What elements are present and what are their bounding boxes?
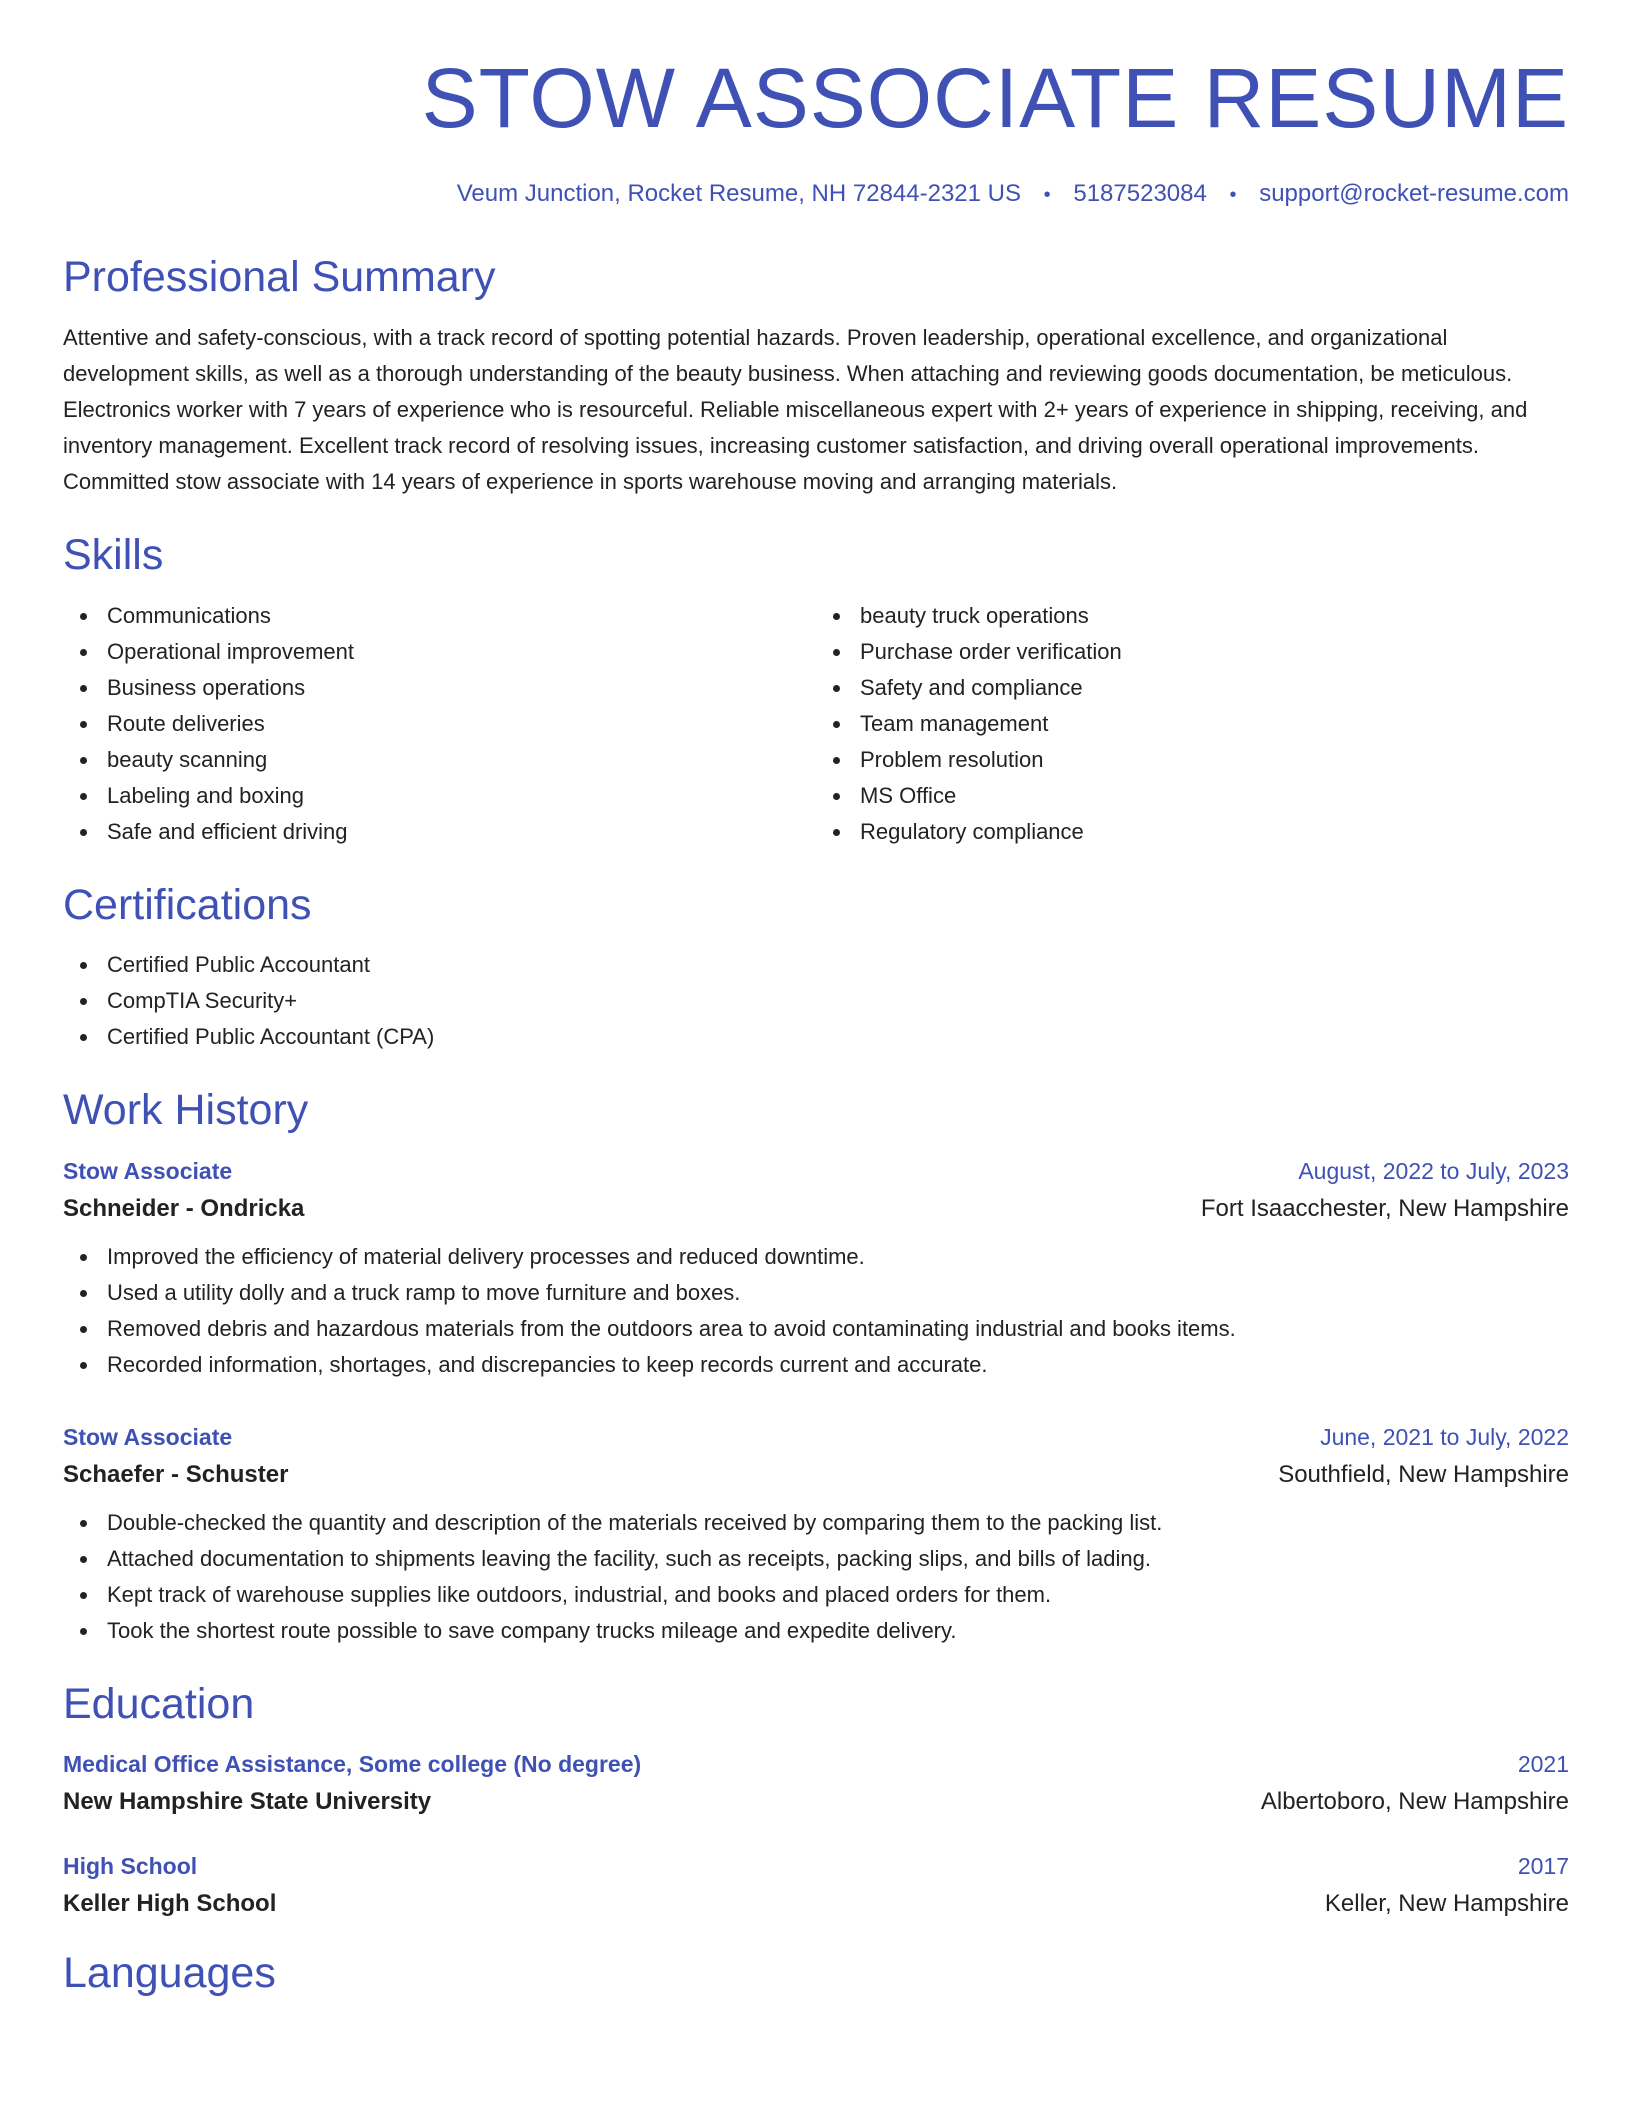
certifications-heading: Certifications xyxy=(63,880,312,929)
job-company: Schaefer - Schuster xyxy=(63,1460,289,1488)
work-history-heading: Work History xyxy=(63,1086,309,1135)
skills-list xyxy=(63,598,1569,850)
education-degree: Medical Office Assistance, Some college (No degree) xyxy=(63,1751,642,1778)
certifications-list xyxy=(63,947,1569,1055)
duty-item: Recorded information, shortages, and discrepancies to keep records current and accurate. xyxy=(63,1347,1569,1383)
skill-item: Purchase order verification xyxy=(816,634,1569,670)
skill-item: Business operations xyxy=(63,670,816,706)
education-school: Keller High School xyxy=(63,1890,277,1918)
education-year: 2017 xyxy=(1517,1853,1569,1880)
duty-item: Kept track of warehouse supplies like outdoors, industrial, and books and placed orders for them. xyxy=(63,1577,1569,1613)
skill-item: MS Office xyxy=(816,778,1569,814)
skill-item: Route deliveries xyxy=(63,706,816,742)
job-duties xyxy=(63,1239,1569,1383)
skill-item: Communications xyxy=(63,598,816,634)
contact-email: support@rocket-resume.com xyxy=(1259,180,1569,208)
skill-item: Team management xyxy=(816,706,1569,742)
languages-heading: Languages xyxy=(63,1949,276,1998)
resume-title: STOW ASSOCIATE RESUME xyxy=(421,51,1569,145)
contact-address: Veum Junction, Rocket Resume, NH 72844-2321 US xyxy=(456,180,1021,208)
skills-column-left xyxy=(63,598,816,850)
skill-item: Labeling and boxing xyxy=(63,778,816,814)
job-location: Fort Isaacchester, New Hampshire xyxy=(1200,1194,1569,1222)
job-dates: June, 2021 to July, 2022 xyxy=(1320,1423,1569,1450)
job-duties xyxy=(63,1505,1569,1649)
duty-item: Removed debris and hazardous materials from the outdoors area to avoid contaminating industrial and books items. xyxy=(63,1311,1569,1347)
skill-item: beauty truck operations xyxy=(816,598,1569,634)
duty-item: Improved the efficiency of material delivery processes and reduced downtime. xyxy=(63,1239,1569,1275)
contact-separator: • xyxy=(1043,184,1051,207)
skills-heading: Skills xyxy=(63,530,164,579)
contact-line xyxy=(63,180,1569,208)
education-year: 2021 xyxy=(1517,1751,1569,1778)
skill-item: Operational improvement xyxy=(63,634,816,670)
contact-separator: • xyxy=(1229,184,1237,207)
duty-item: Double-checked the quantity and description of the materials received by comparing them to the packing list. xyxy=(63,1505,1569,1541)
job-company: Schneider - Ondricka xyxy=(63,1194,305,1222)
job-entry xyxy=(63,1419,1569,1649)
duty-item: Attached documentation to shipments leaving the facility, such as receipts, packing slips, and bills of lading. xyxy=(63,1541,1569,1577)
certification-item: Certified Public Accountant (CPA) xyxy=(63,1019,1569,1055)
contact-phone: 5187523084 xyxy=(1073,180,1207,208)
education-school: New Hampshire State University xyxy=(63,1788,432,1816)
skill-item: Safety and compliance xyxy=(816,670,1569,706)
education-degree: High School xyxy=(63,1853,198,1880)
job-role: Stow Associate xyxy=(63,1423,233,1450)
skill-item: Problem resolution xyxy=(816,742,1569,778)
education-location: Keller, New Hampshire xyxy=(1324,1890,1569,1918)
certification-item: Certified Public Accountant xyxy=(63,947,1569,983)
education-entry xyxy=(63,1746,1569,1822)
education-heading: Education xyxy=(63,1679,255,1728)
job-role: Stow Associate xyxy=(63,1157,233,1184)
summary-heading: Professional Summary xyxy=(63,253,496,302)
job-dates: August, 2022 to July, 2023 xyxy=(1298,1157,1569,1184)
skill-item: beauty scanning xyxy=(63,742,816,778)
duty-item: Used a utility dolly and a truck ramp to move furniture and boxes. xyxy=(63,1275,1569,1311)
certification-item: CompTIA Security+ xyxy=(63,983,1569,1019)
skills-column-right xyxy=(816,598,1569,850)
skill-item: Regulatory compliance xyxy=(816,814,1569,850)
job-location: Southfield, New Hampshire xyxy=(1278,1460,1569,1488)
skill-item: Safe and efficient driving xyxy=(63,814,816,850)
job-entry xyxy=(63,1153,1569,1383)
education-entry xyxy=(63,1848,1569,1924)
education-location: Albertoboro, New Hampshire xyxy=(1260,1788,1569,1816)
summary-text: Attentive and safety-conscious, with a track record of spotting potential hazards. Proven leadership, operational excellence, and organizational development skills, as well as a thorough understanding of the beauty business. When attaching and reviewing goods documentation, be meticulous. Electronics worker with 7 years of experience who is resourceful. Reliable miscellaneous expert with 2+ years of experience in shipping, receiving, and inventory management. Excellent track record of resolving issues, increasing customer satisfaction, and driving overall operational improvements. Committed stow associate with 14 years of experience in sports warehouse moving and arranging materials. xyxy=(63,324,1528,494)
duty-item: Took the shortest route possible to save company trucks mileage and expedite delivery. xyxy=(63,1613,1569,1649)
